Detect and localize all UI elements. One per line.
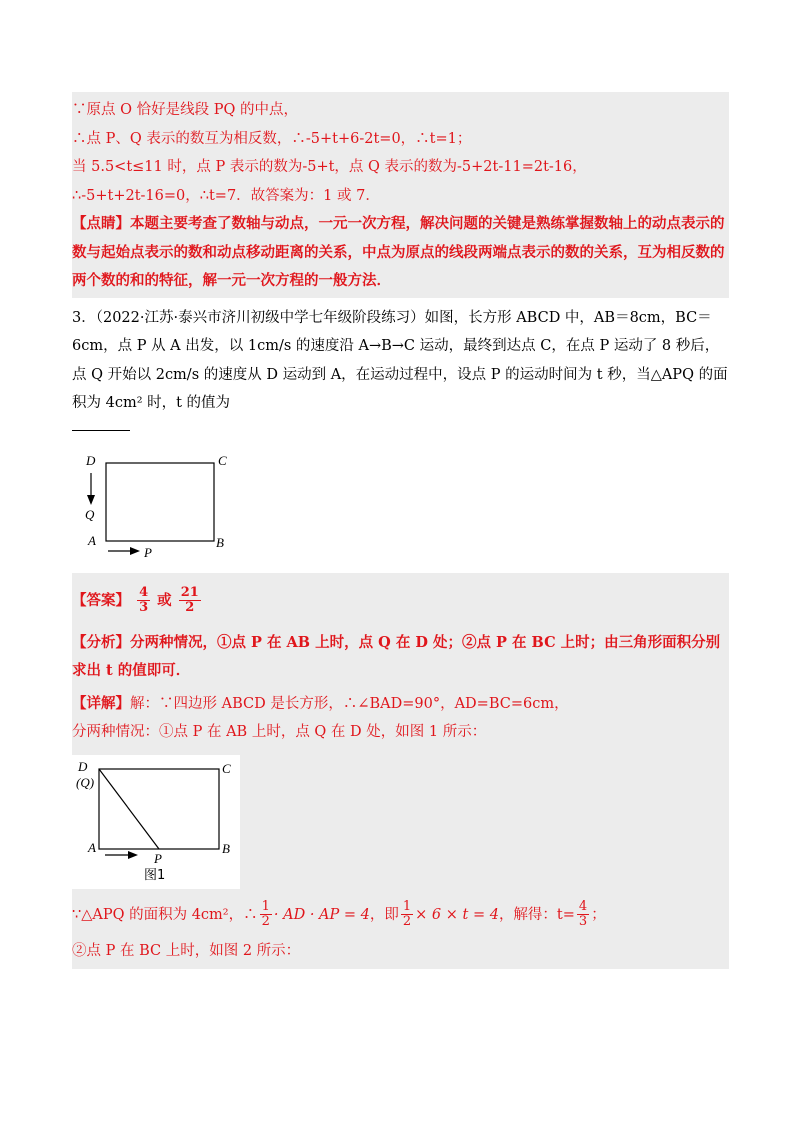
answer-fraction-2: $\frac{21}{2}$ — [180, 585, 199, 615]
solution-line-3: 当 5.5<t≤11 时，点 P 表示的数为-5+t，点 Q 表示的数为-5+2t-11=2t-16， — [72, 159, 587, 175]
arrow-down-head — [87, 495, 95, 505]
answer-or: 或 — [157, 591, 172, 609]
label-c: C — [218, 452, 227, 468]
answer-block — [72, 573, 729, 970]
analysis-text: 分两种情况，①点 P 在 AB 上时，点 Q 在 D 处；②点 P 在 BC 上时；由三角形面积分别求出 t 的值即可． — [72, 633, 721, 679]
note-paragraph — [72, 210, 729, 296]
figure-1-container — [72, 755, 240, 889]
calc-half-fraction-1: $\frac{1}{2}$ — [261, 899, 270, 929]
label-p: P — [144, 544, 152, 560]
detail-line-2: 分两种情况：①点 P 在 AB 上时，点 Q 在 D 处，如图 1 所示： — [72, 724, 487, 740]
figure-1-label-q: (Q) — [76, 774, 95, 790]
note-tag: 【点睛】 — [72, 215, 130, 232]
label-a: A — [88, 532, 96, 548]
question-text: （2022·江苏·泰兴市济川初级中学七年级阶段练习）如图，长方形 ABCD 中，AB＝8cm，BC＝6cm，点 P 从 A 出发，以 1cm/s 的速度沿 A→B→C 运动，最终到达点 C，在点 P 运动了 8 秒后，点 Q 开始以 2cm/s 的速度从 D 运动到 A，在运动过程中，设点 P 的运动时间为 t 秒，当△APQ 的面积为 4cm² 时，t 的值为 — [72, 309, 728, 411]
arrow-right-head — [130, 547, 140, 555]
solution-line-2: ∴点 P、Q 表示的数互为相反数，∴-5+t+6-2t=0，∴t=1； — [72, 130, 472, 147]
rectangle-abcd — [106, 463, 214, 541]
answer-line — [72, 579, 729, 623]
detail-line-1 — [72, 690, 729, 719]
figure-1-label-b: B — [222, 840, 230, 856]
answer-blank — [72, 430, 130, 431]
answer-fraction-1: $\frac{4}{3}$ — [139, 585, 149, 615]
figure-1-rectangle — [99, 769, 219, 849]
note-text: 本题主要考查了数轴与动点，一元一次方程，解决问题的关键是熟练掌握数轴上的动点表示的数与起始点表示的数和动点移动距离的关系，中点为原点的线段两端点表示的数的关系，互为相反数的两个数的和的特征，解一元一次方程的一般方法． — [72, 215, 725, 289]
answer-tag: 【答案】 — [72, 591, 130, 609]
detail-text-1: 解：∵四边形 ABCD 是长方形，∴∠BAD=90°，AD=BC=6cm， — [130, 695, 569, 712]
calc-expr-2: × 6 × t = 4 — [415, 906, 499, 923]
label-d: D — [86, 452, 96, 468]
calc-result-fraction: $\frac{4}{3}$ — [578, 899, 588, 929]
calc-mid: ，即 — [369, 906, 399, 923]
calc-prefix: ∵△APQ 的面积为 4cm²，∴ — [72, 906, 258, 923]
figure-1-arrow-head — [128, 851, 138, 859]
question-3 — [72, 304, 729, 418]
analysis-paragraph — [72, 629, 729, 686]
figure-1-label-p: P — [154, 850, 162, 866]
calc-line — [72, 893, 729, 937]
calc-expr-1: · AD · AP = 4 — [273, 906, 370, 923]
label-b: B — [216, 534, 224, 550]
label-q: Q — [85, 506, 95, 522]
solution-tail-block — [72, 92, 729, 298]
figure-1-segment-pq — [99, 769, 159, 849]
figure-1-label-a: A — [88, 839, 96, 855]
figure-1-label-d: D — [78, 758, 88, 774]
calc-solve: ，解得：t= — [498, 906, 575, 923]
solution-line-4: ∴-5+t+2t-16=0，∴t=7．故答案为：1 或 7． — [72, 187, 380, 204]
solution-line-1: ∵原点 O 恰好是线段 PQ 的中点， — [72, 102, 298, 118]
figure-1-caption: 图1 — [144, 867, 166, 883]
analysis-tag: 【分析】 — [72, 633, 130, 651]
case-2-line: ②点 P 在 BC 上时，如图 2 所示： — [72, 942, 301, 959]
page-content — [72, 92, 729, 969]
question-number: 3． — [72, 309, 96, 326]
detail-tag: 【详解】 — [72, 694, 130, 712]
question-3-figure — [76, 451, 236, 561]
calc-end: ； — [591, 906, 606, 923]
calc-half-fraction-2: $\frac{1}{2}$ — [402, 899, 412, 929]
figure-1 — [72, 755, 240, 885]
figure-1-label-c: C — [222, 760, 231, 776]
